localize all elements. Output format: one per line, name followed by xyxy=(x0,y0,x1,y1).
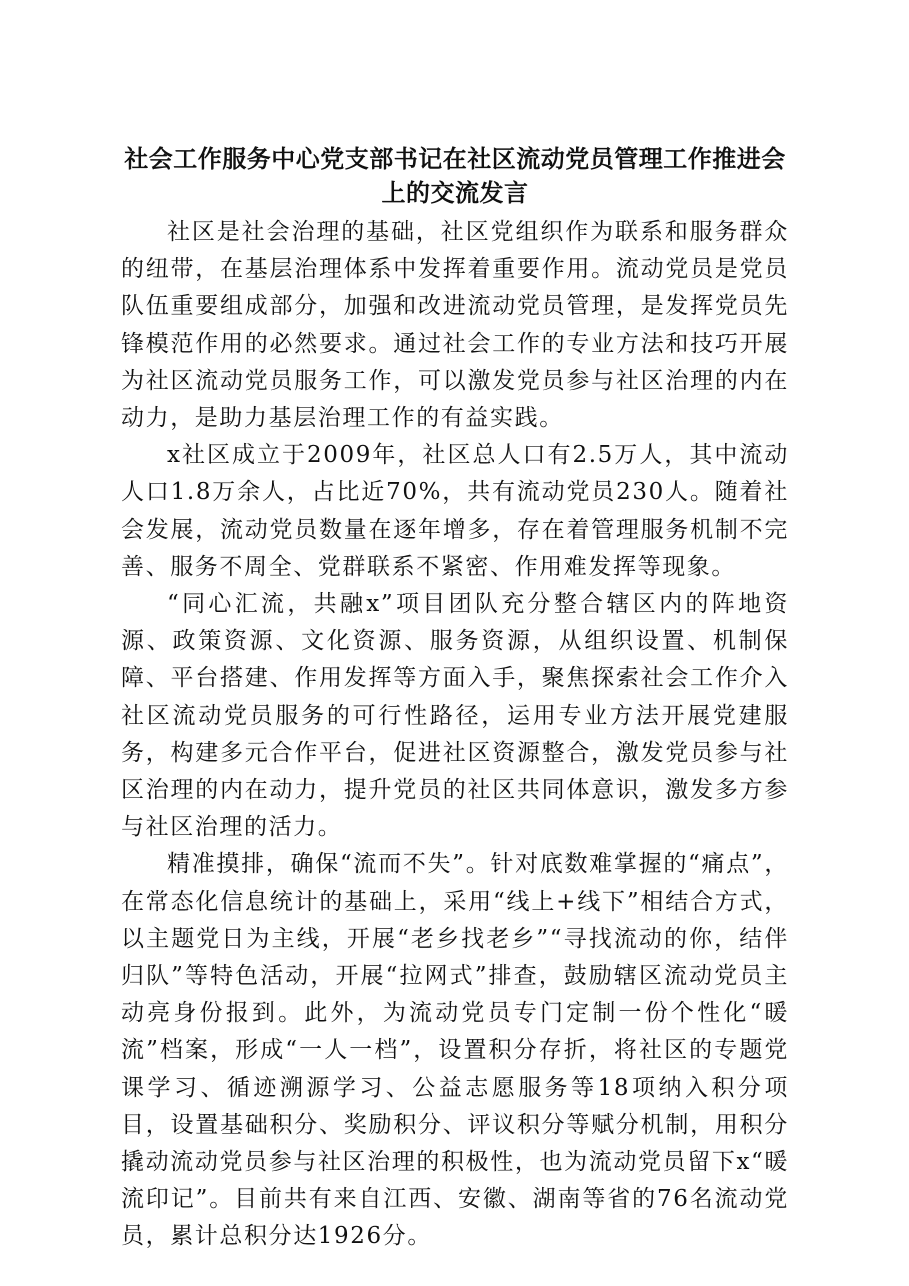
paragraph-project-team: “同心汇流，共融x”项目团队充分整合辖区内的阵地资源、政策资源、文化资源、服务资源，从组织设置、机制保障、平台搭建、作用发挥等方面入手，聚焦探索社会工作介入社区流动党员服务的可行性路径，运用专业方法开展党建服务，构建多元合作平台，促进社区资源整合，激发党员参与社区治理的内在动力，提升党员的社区共同体意识，激发多方参与社区治理的活力。 xyxy=(121,591,789,841)
document-page xyxy=(121,142,789,1256)
document-body xyxy=(121,214,789,1256)
document-title: 社会工作服务中心党支部书记在社区流动党员管理工作推进会上的交流发言 xyxy=(124,145,786,207)
paragraph-intro: 社区是社会治理的基础，社区党组织作为联系和服务群众的纽带，在基层治理体系中发挥着重要作用。流动党员是党员队伍重要组成部分，加强和改进流动党员管理，是发挥党员先锋模范作用的必然要求。通过社会工作的专业方法和技巧开展为社区流动党员服务工作，可以激发党员参与社区治理的内在动力，是助力基层治理工作的有益实践。 xyxy=(121,219,789,432)
paragraph-community-overview: x社区成立于2009年，社区总人口有2.5万人，其中流动人口1.8万余人，占比近70%，共有流动党员230人。随着社会发展，流动党员数量在逐年增多，存在着管理服务机制不完善、服务不周全、党群联系不紧密、作用难发挥等现象。 xyxy=(121,442,789,580)
paragraph-precise-survey: 精准摸排，确保“流而不失”。针对底数难掌握的“痛点”，在常态化信息统计的基础上，采用“线上+线下”相结合方式，以主题党日为主线，开展“老乡找老乡”“寻找流动的你，结伴归队”等特色活动，开展“拉网式”排查，鼓励辖区流动党员主动亮身份报到。此外，为流动党员专门定制一份个性化“暖流”档案，形成“一人一档”，设置积分存折，将社区的专题党课学习、循迹溯源学习、公益志愿服务等18项纳入积分项目，设置基础积分、奖励积分、评议积分等赋分机制，用积分撬动流动党员参与社区治理的积极性，也为流动党员留下x“暖流印记”。目前共有来自江西、安徽、湖南等省的76名流动党员，累计总积分达1926分。 xyxy=(121,851,789,1250)
